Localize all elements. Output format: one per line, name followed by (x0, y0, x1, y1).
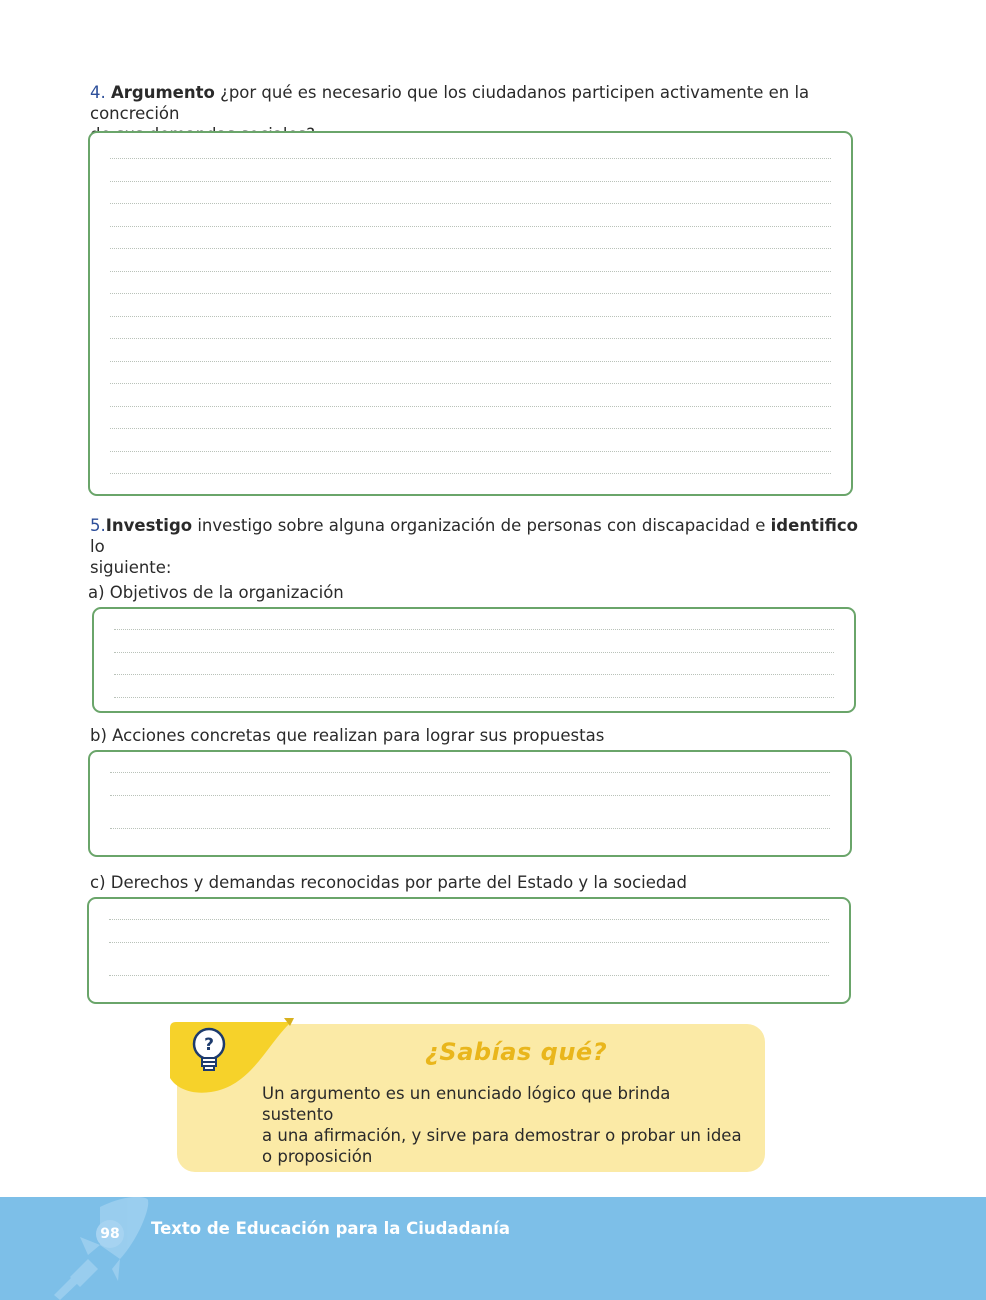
question-4-number: 4. (90, 83, 106, 102)
info-box-title: ¿Sabías qué? (425, 1038, 608, 1066)
answer-box-a[interactable] (92, 607, 856, 713)
question-4-keyword: Argumento (111, 83, 215, 102)
question-5-keyword: Investigo (105, 516, 193, 535)
answer-box-b[interactable] (88, 750, 852, 857)
book-title: Texto de Educación para la Ciudadanía (151, 1219, 511, 1238)
subquestion-c: c) Derechos y demandas reconocidas por parte del Estado y la sociedad (90, 873, 687, 892)
question-5 (90, 515, 870, 578)
svg-text:?: ? (204, 1035, 214, 1055)
lightbulb-question-icon (188, 1026, 230, 1074)
page-number: 98 (96, 1220, 124, 1248)
question-5-text-end: lo (90, 537, 105, 556)
question-5-text-line2: siguiente: (90, 558, 172, 577)
question-5-text: investigo sobre alguna organización de personas con discapacidad e (192, 516, 771, 535)
question-5-number: 5. (90, 516, 106, 535)
rocket-icon (40, 1197, 160, 1300)
question-5-bold-word: identifico (770, 516, 858, 535)
info-box-text (262, 1083, 742, 1167)
page-footer (0, 1197, 986, 1300)
info-box-line-2: a una afirmación, y sirve para demostrar o probar un idea (262, 1126, 742, 1145)
info-box-line-1: Un argumento es un enunciado lógico que brinda sustento (262, 1084, 671, 1124)
answer-box-question-4[interactable] (88, 131, 853, 496)
answer-box-c[interactable] (87, 897, 851, 1004)
subquestion-a: a) Objetivos de la organización (88, 583, 344, 602)
question-4-text: ¿por qué es necesario que los ciudadanos participen activamente en la concreción (90, 83, 810, 123)
subquestion-b: b) Acciones concretas que realizan para lograr sus propuestas (90, 726, 605, 745)
info-box-line-3: o proposición (262, 1147, 373, 1166)
